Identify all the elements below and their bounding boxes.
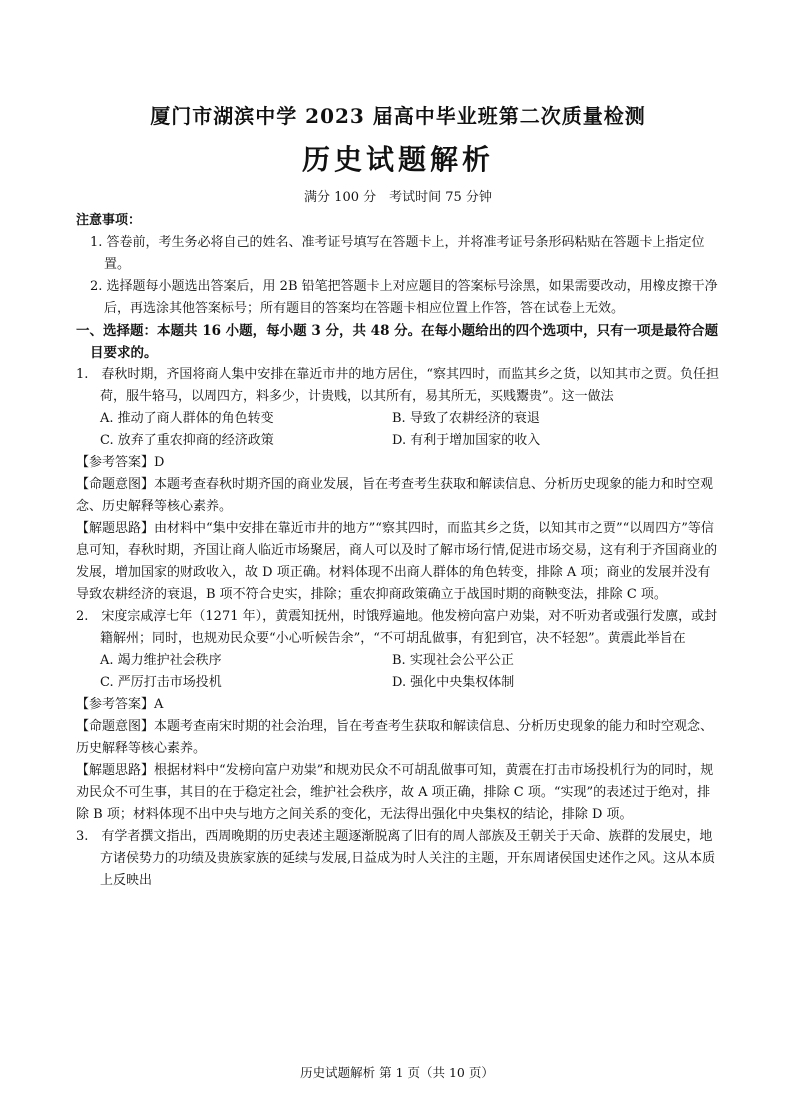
option-d: D. 有利于增加国家的收入 (392, 433, 541, 448)
option-b: B. 实现社会公平公正 (392, 653, 514, 668)
question-1-options (76, 408, 720, 452)
option-c: C. 严厉打击市场投机 (100, 675, 222, 690)
question-2-stem: 2. 宋度宗咸淳七年（1271 年），黄震知抚州，时饿殍遍地。他发榜向富户劝粜，对不听劝者或强行发廪，或封籍解州；同时，也规劝民众要“小心听候告余”，“不可胡乱做事，有犯到官，决不轻恕”。黄震此举旨在 (76, 609, 718, 646)
document-title: 历史试题解析 (301, 143, 494, 176)
option-d: D. 强化中央集权体制 (392, 675, 515, 690)
option-c: C. 放弃了重农抑商的经济政策 (100, 433, 274, 448)
option-b: B. 导致了农耕经济的衰退 (392, 411, 540, 426)
question-2-analysis: 【解题思路】根据材料中“发榜向富户劝粜”和规劝民众不可胡乱做事可知，黄震在打击市场投机行为的同时，规劝民众不可生事，其目的在于稳定社会，维护社会秩序，故 A 项正确，排除 C 项。“实现”的表述过于绝对，排除 B 项；材料体现不出中央与地方之间关系的变化，无法得出强化中央集权的结论，排除 D 项。 (76, 763, 714, 822)
notice-item: 1. 答卷前，考生务必将自己的姓名、准考证号填写在答题卡上，并将准考证号条形码粘贴在答题卡上指定位置。 (90, 235, 705, 272)
notice-heading: 注意事项： (76, 213, 142, 228)
page-footer: 历史试题解析 第 1 页（共 10 页） (300, 1065, 494, 1080)
question-2-answer: 【参考答案】A (76, 697, 164, 712)
question-3-stem: 3. 有学者撰文指出，西周晚期的历史表述主题逐渐脱离了旧有的周人部族及王朝关于天命、族群的发展史，地方诸侯势力的功绩及贵族家族的延续与发展,日益成为时人关注的主题，开东周诸侯国史述作之风。这从本质上反映出 (76, 829, 716, 888)
question-1-analysis: 【解题思路】由材料中“集中安排在靠近市井的地方”“察其四时，而监其乡之货，以知其市之贾”“以周四方”等信息可知，春秋时期，齐国让商人临近市场聚居，商人可以及时了解市场行情,促进市场交易，这有利于齐国商业的发展，增加国家的财政收入，故 D 项正确。材料体现不出商人群体的角色转变，排除 A 项；商业的发展并没有导致农耕经济的衰退，B 项不符合史实，排除；重农抑商政策确立于战国时期的商鞅变法，排除 C 项。 (76, 521, 718, 602)
question-1-stem: 1. 春秋时期，齐国将商人集中安排在靠近市井的地方居住，“察其四时，而监其乡之货，以知其市之贾。负任担荷，服牛辂马，以周四方，料多少，计贵贱，以其所有，易其所无，买贱鬻贵”。这一做法 (76, 367, 720, 404)
question-2-options (76, 650, 720, 694)
exam-meta: 满分 100 分 考试时间 75 分钟 (304, 190, 492, 205)
option-a: A. 竭力维护社会秩序 (100, 653, 222, 668)
school-title: 厦门市湖滨中学 2023 届高中毕业班第二次质量检测 (150, 104, 646, 128)
notice-item: 2. 选择题每小题选出答案后，用 2B 铅笔把答题卡上对应题目的答案标号涂黑，如果需要改动，用橡皮擦干净后，再选涂其他答案标号；所有题目的答案均在答题卡相应位置上作答，答在试卷上无效。 (90, 279, 718, 316)
question-1-answer: 【参考答案】D (76, 455, 165, 470)
option-a: A. 推动了商人群体的角色转变 (100, 411, 274, 426)
section-heading: 一、选择题：本题共 16 小题，每小题 3 分，共 48 分。在每小题给出的四个选项中，只有一项是最符合题目要求的。 (76, 323, 719, 361)
question-2-intent: 【命题意图】本题考查南宋时期的社会治理，旨在考查考生获取和解读信息、分析历史现象的能力和时空观念、历史解释等核心素养。 (76, 719, 714, 756)
question-1-intent: 【命题意图】本题考查春秋时期齐国的商业发展，旨在考查考生获取和解读信息、分析历史现象的能力和时空观念、历史解释等核心素养。 (76, 477, 714, 514)
